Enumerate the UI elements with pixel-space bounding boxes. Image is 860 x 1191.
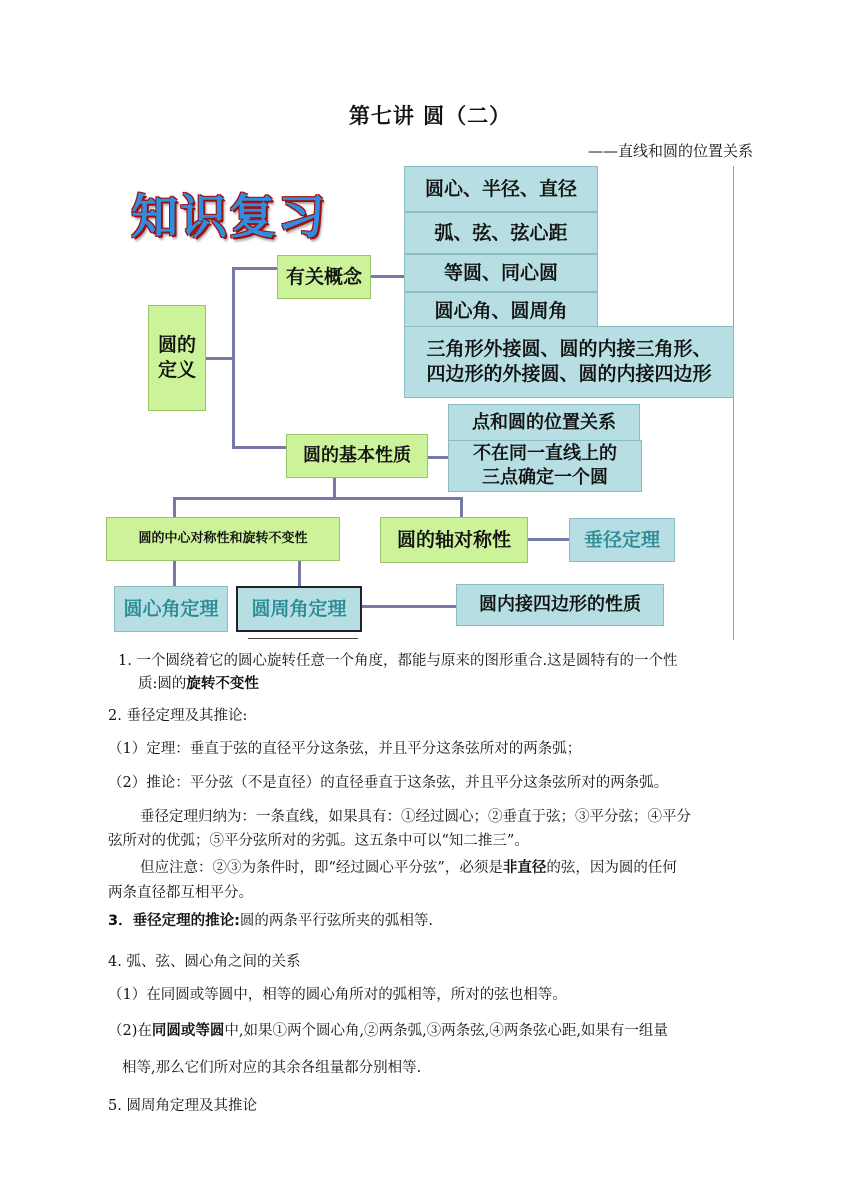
connector — [362, 605, 458, 608]
item-4-p2-pre: （2)在 — [108, 1023, 152, 1039]
node-related-concepts: 有关概念 — [277, 255, 371, 299]
item-4-heading: 4. 弧、弦、圆心角之间的关系 — [108, 954, 301, 970]
item-1-line-1: 1. 一个圆绕着它的圆心旋转任意一个角度，都能与原来的图形重合.这是圆特有的一个性 — [118, 653, 678, 669]
item-1-line-2 — [138, 675, 259, 695]
node-concept-5: 三角形外接圆、圆的内接三角形、 四边形的外接圆、圆的内接四边形 — [404, 326, 734, 398]
item-3-heading: 3．垂径定理的推论: — [108, 913, 240, 929]
node-prop-2: 不在同一直线上的 三点确定一个圆 — [448, 440, 642, 492]
item-1-text: 质:圆的 — [138, 676, 187, 692]
item-4-p2-post: 中,如果①两个圆心角,②两条弧,③两条弦,④两条弦心距,如果有一组量 — [224, 1023, 668, 1039]
connector — [370, 275, 404, 278]
item-2-p4-line-1 — [140, 859, 677, 879]
node-prop-1: 点和圆的位置关系 — [448, 404, 640, 442]
item-2-p3-line-2: 弦所对的优弧；⑤平分弦所对的劣弧。这五条中可以“知二推三”。 — [108, 833, 529, 849]
item-2-heading: 2. 垂径定理及其推论: — [108, 708, 248, 724]
connector — [298, 561, 301, 586]
node-definition: 圆的 定义 — [148, 305, 206, 411]
node-basic-properties: 圆的基本性质 — [286, 434, 428, 478]
connector — [527, 538, 569, 541]
item-2-p4-pre: 但应注意：②③为条件时，即“经过圆心平分弦”，必须是 — [140, 860, 503, 876]
connector — [205, 357, 235, 360]
page-title: 第七讲 圆（二） — [348, 103, 512, 128]
connector — [428, 456, 448, 459]
connector — [173, 561, 176, 586]
item-2-p4-bold: 非直径 — [502, 860, 547, 876]
item-2-p1: （1）定理：垂直于弦的直径平分这条弦，并且平分这条弦所对的两条弧； — [108, 741, 582, 757]
connector — [173, 497, 463, 500]
item-4-p2-bold: 同圆或等圆 — [151, 1023, 225, 1039]
item-3 — [108, 912, 433, 932]
item-2-p2: （2）推论：平分弦（不是直径）的直径垂直于这条弦，并且平分这条弦所对的两条弧。 — [108, 775, 669, 791]
frame-right-line — [733, 166, 734, 640]
item-4-p2-line-2: 相等,那么它们所对应的其余各组量都分别相等. — [122, 1060, 422, 1076]
node-concept-4: 圆心角、圆周角 — [404, 292, 598, 330]
page-subtitle: ——直线和圆的位置关系 — [587, 142, 753, 160]
connector — [460, 497, 463, 517]
node-concept-3: 等圆、同心圆 — [404, 254, 598, 292]
item-4-p1: （1）在同圆或等圆中，相等的圆心角所对的弧相等，所对的弦也相等。 — [108, 987, 567, 1003]
node-central-angle-theorem: 圆心角定理 — [114, 586, 228, 632]
connector — [232, 267, 277, 270]
node-perpendicular-theorem: 垂径定理 — [569, 518, 675, 562]
item-2-p4-post: 的弦，因为圆的任何 — [546, 860, 677, 876]
node-inscribed-angle-theorem: 圆周角定理 — [236, 586, 362, 632]
connector — [232, 446, 286, 449]
node-cyclic-quad: 圆内接四边形的性质 — [456, 584, 664, 626]
item-1-bold: 旋转不变性 — [186, 676, 259, 692]
item-2-p4-line-2: 两条直径都互相平分。 — [108, 885, 253, 901]
item-4-p2-line-1 — [108, 1022, 668, 1042]
node-concept-1: 圆心、半径、直径 — [404, 166, 598, 212]
diagram-heading: 知识复习 — [131, 190, 327, 245]
connector — [232, 267, 235, 449]
item-3-text: 圆的两条平行弦所夹的弧相等. — [239, 913, 433, 929]
divider — [248, 638, 358, 639]
item-2-p3-line-1: 垂径定理归纳为：一条直线，如果具有：①经过圆心；②垂直于弦；③平分弦；④平分 — [140, 809, 691, 825]
node-axial-symmetry: 圆的轴对称性 — [380, 517, 528, 563]
connector — [173, 497, 176, 517]
item-5-heading: 5. 圆周角定理及其推论 — [108, 1098, 257, 1114]
node-concept-2: 弧、弦、弦心距 — [404, 212, 598, 254]
node-central-symmetry: 圆的中心对称性和旋转不变性 — [106, 517, 340, 561]
